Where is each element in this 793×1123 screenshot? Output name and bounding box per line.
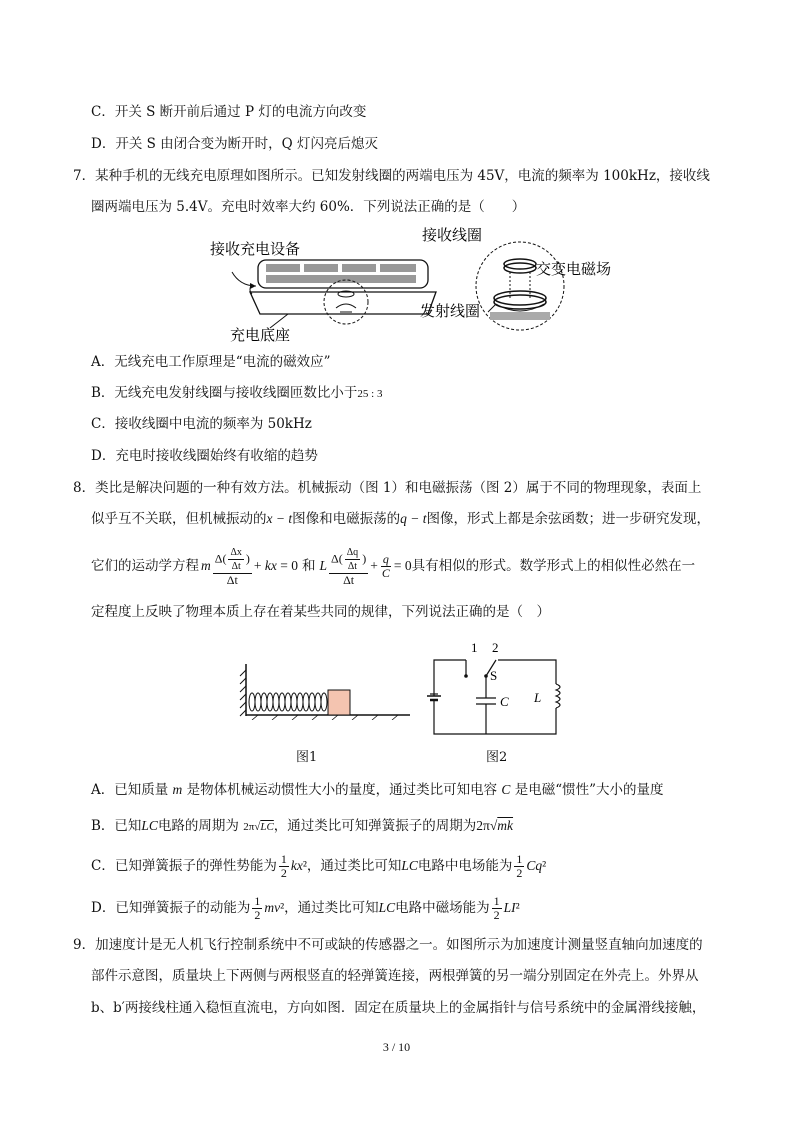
- label-transmitting-coil: 发射线圈: [420, 304, 481, 320]
- label-s: S: [490, 668, 498, 683]
- label-receiving-device: 接收充电设备: [210, 242, 301, 258]
- q8-fig1-spring-oscillator: [238, 660, 418, 720]
- label-receiving-coil: 接收线圈: [422, 228, 483, 244]
- q9-line3: b、b′两接线柱通入稳恒直流电，方向如图．固定在质量块上的金属指针与信号系统中的金属滑线接触，: [91, 1000, 706, 1016]
- page-number: 3 / 10: [382, 1040, 411, 1054]
- q7-option-b: B．无线充电发射线圈与接收线圈匝数比小于25 : 3: [91, 385, 383, 401]
- q6-option-d: D．开关 S 由闭合变为断开时，Q 灯闪亮后熄灭: [91, 136, 379, 152]
- label-2: 2: [492, 640, 499, 655]
- label-1: 1: [471, 640, 478, 655]
- q7-option-c: C．接收线圈中电流的频率为 50kHz: [91, 416, 312, 432]
- q7-wireless-charging-figure: [200, 222, 620, 350]
- q8-fig1-caption: 图1: [296, 750, 318, 765]
- q6-option-c: C．开关 S 断开前后通过 P 灯的电流方向改变: [91, 104, 367, 120]
- q7-stem-line1: 7．某种手机的无线充电原理如图所示。已知发射线圈的两端电压为 45V，电流的频率为 100kHz，接收线: [73, 168, 710, 184]
- q8-option-b: B．已知LC电路的周期为 2π√LC，通过类比可知弹簧振子的周期为2π√mk: [91, 818, 514, 834]
- q7-option-d: D．充电时接收线圈始终有收缩的趋势: [91, 448, 318, 464]
- q8-line2: 似乎互不关联，但机械振动的x − t图像和电磁振荡的q − t图像，形式上都是余弦函数；进一步研究发现，: [91, 511, 710, 527]
- q8-option-a: A．已知质量 m 是物体机械运动惯性大小的量度，通过类比可知电容 C 是电磁“惯性”大小的量度: [91, 782, 664, 798]
- q9-line1: 9．加速度计是无人机飞行控制系统中不可或缺的传感器之一。如图所示为加速度计测量竖直轴向加速度的: [73, 937, 703, 953]
- q7-stem-line2: 圈两端电压为 5.4V。充电时效率大约 60%．下列说法正确的是（ ）: [91, 199, 526, 215]
- q7-option-a: A．无线充电工作原理是“电流的磁效应”: [91, 354, 331, 370]
- q8-line1: 8．类比是解决问题的一种有效方法。机械振动（图 1）和电磁振荡（图 2）属于不同的物理现象，表面上: [73, 480, 702, 496]
- q8-fig2-caption: 图2: [486, 750, 508, 765]
- label-c: C: [500, 694, 509, 709]
- q8-line3-equations: 它们的运动学方程 m Δ( $\frac{\Delta x}{\Delta t}$ ) Δt + kx = 0 和 L Δ( $\frac{\Delta q}{\Delta t}$ ) Δt + $\frac{q}{C}$ = 0 具有相似的形式。数学形式上的相似性必然在一: [91, 546, 696, 587]
- q9-line2: 部件示意图，质量块上下两侧与两根竖直的轻弹簧连接，两根弹簧的另一端分别固定在外壳上。外界从: [91, 968, 699, 984]
- q8-line4: 定程度上反映了物理本质上存在着某些共同的规律，下列说法正确的是（ ）: [91, 604, 550, 620]
- q8-option-d: D．已知弹簧振子的动能为 $\frac{1}{2}$ mv² ，通过类比可知 LC 电路中磁场能为 $\frac{1}{2}$ LI²: [91, 893, 520, 922]
- q8-fig2-lc-circuit: [426, 640, 576, 740]
- label-alternating-field: 交变电磁场: [536, 262, 612, 278]
- label-charging-base: 充电底座: [230, 328, 291, 344]
- q8-option-c: C．已知弹簧振子的弹性势能为 $\frac{1}{2}$ kx² ，通过类比可知 LC 电路中电场能为 $\frac{1}{2}$ Cq²: [91, 851, 547, 880]
- label-l: L: [534, 690, 542, 705]
